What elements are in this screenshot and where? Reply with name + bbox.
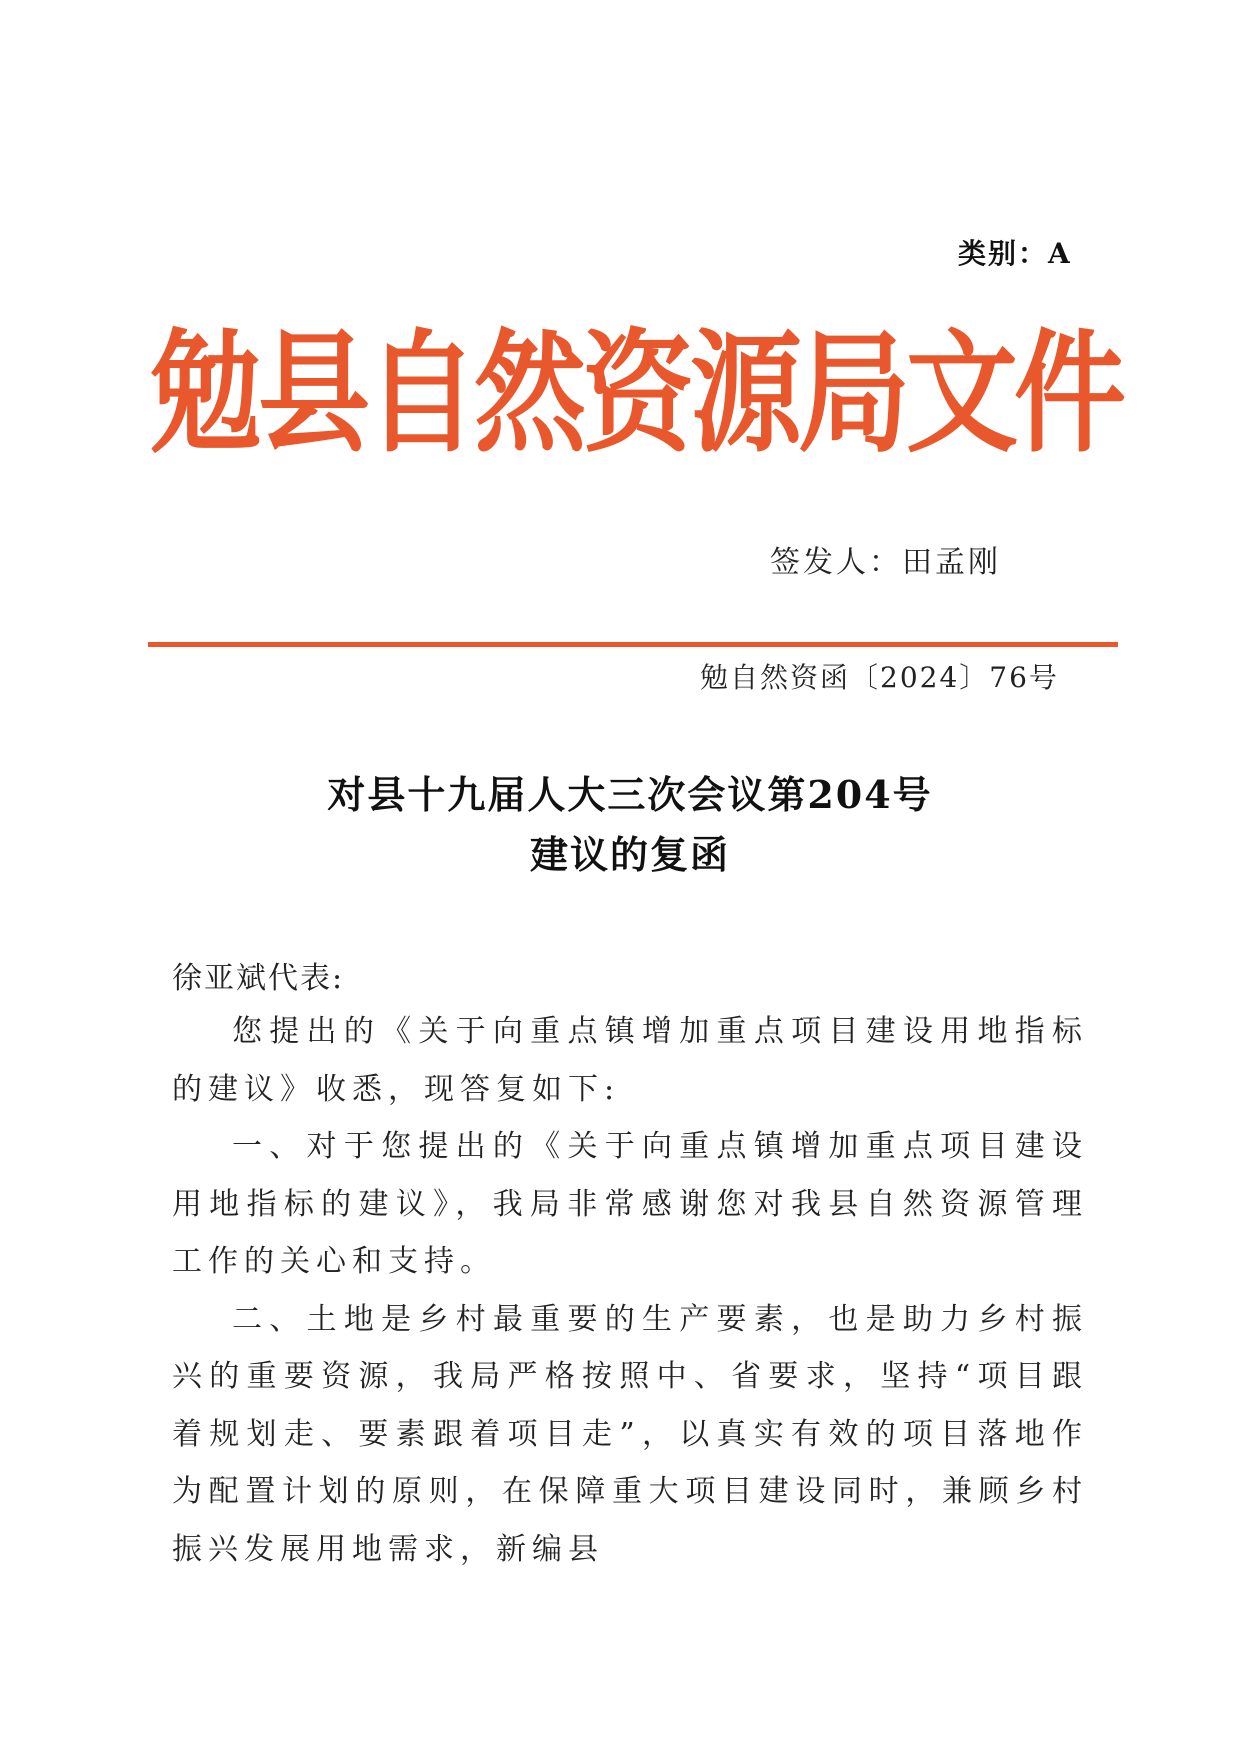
signer-label: 签发人：田孟刚 xyxy=(770,545,1001,580)
body-paragraph: 您提出的《关于向重点镇增加重点项目建设用地指标的建议》收悉，现答复如下: xyxy=(172,1014,1088,1107)
red-divider xyxy=(148,642,1118,647)
letter-body xyxy=(172,1003,1088,1578)
document-masthead: 勉县自然资源局文件 xyxy=(150,316,1122,472)
body-paragraph: 二、土地是乡村最重要的生产要素，也是助力乡村振兴的重要资源，我局严格按照中、省要求，坚持“项目跟着规划走、要素跟着项目走”，以真实有效的项目落地作为配置计划的原则，在保障重大项目建设同时，兼顾乡村振兴发展用地需求，新编县 xyxy=(172,1301,1088,1567)
body-paragraph: 一、对于您提出的《关于向重点镇增加重点项目建设用地指标的建议》，我局非常感谢您对我县自然资源管理工作的关心和支持。 xyxy=(172,1129,1088,1279)
title-line-2: 建议的复函 xyxy=(529,832,730,877)
addressee: 徐亚斌代表: xyxy=(172,961,345,996)
document-number: 勉自然资函〔2024〕76号 xyxy=(700,661,1059,694)
page-title xyxy=(150,765,1110,885)
category-label: 类别：A xyxy=(958,237,1072,270)
title-line-1: 对县十九届人大三次会议第204号 xyxy=(327,772,933,817)
